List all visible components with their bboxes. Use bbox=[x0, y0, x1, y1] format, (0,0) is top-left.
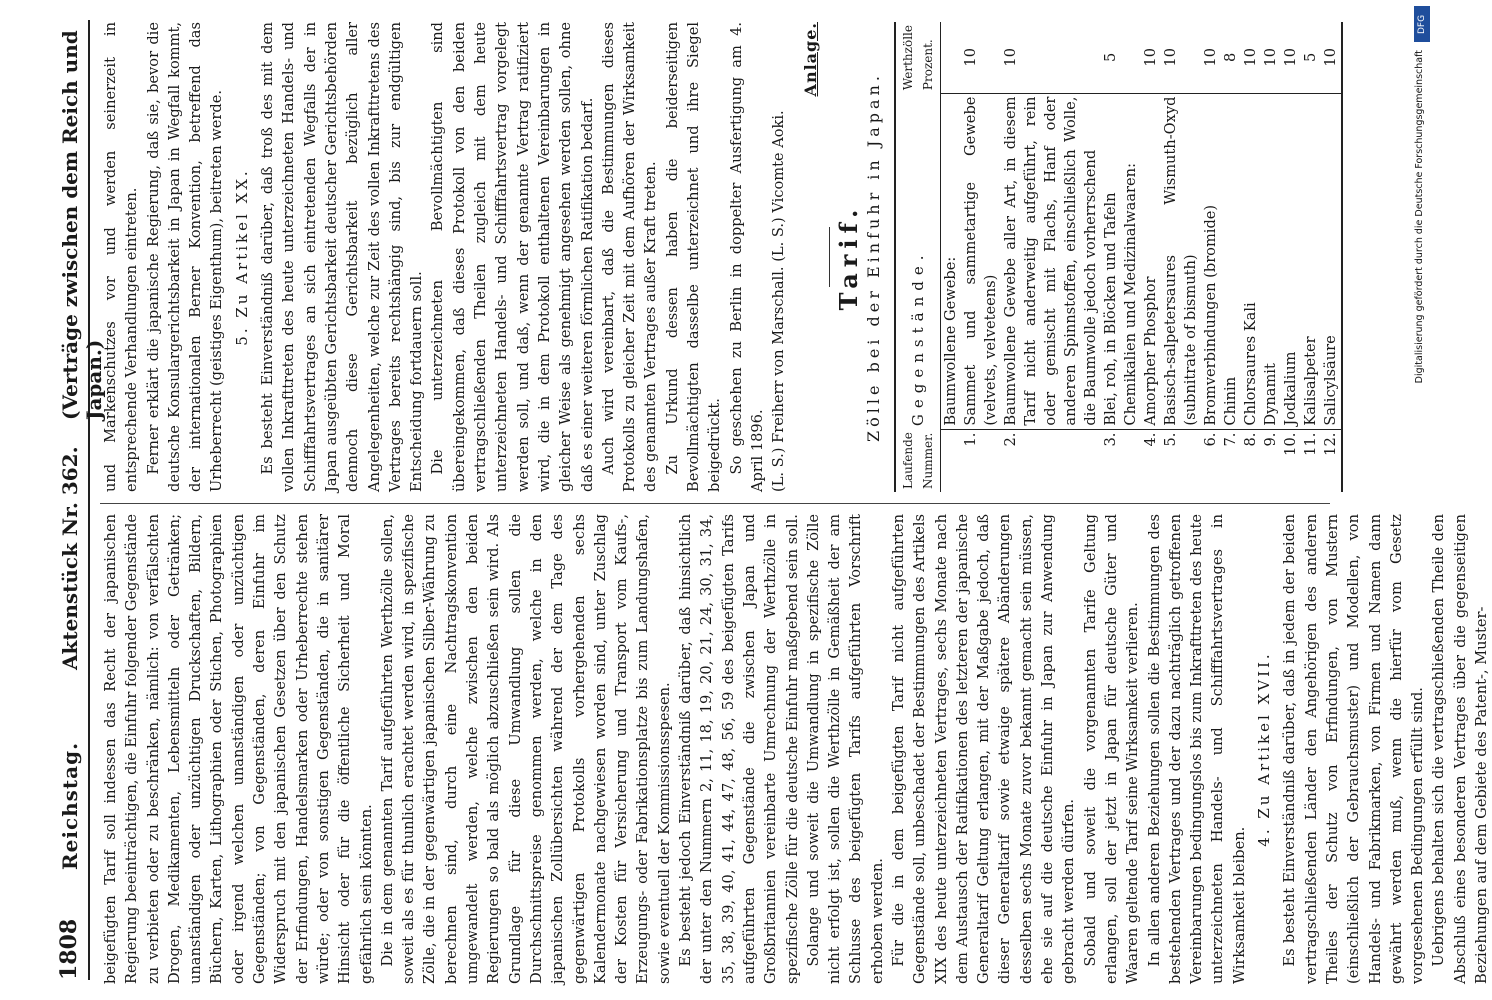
tariff-subtitle: Zölle bei der Einfuhr in Japan. bbox=[864, 72, 884, 442]
cell-pct: 10 bbox=[1201, 22, 1221, 93]
cell-item: Blei, roh, in Blöcken und Tafeln bbox=[1102, 192, 1120, 426]
paragraph: Ferner erklärt die japanische Regierung, daß sie, bevor die deutsche Konsulargerichtsbarkeit in Japan in Wegfall kommt, der internationalen Berner Konvention, betreffend das Urheberrecht (geistiges Eigenthum), beitreten werde. bbox=[144, 22, 226, 492]
right-column bbox=[100, 22, 1343, 492]
running-header bbox=[52, 20, 106, 980]
header-title-left: Reichstag. bbox=[58, 741, 82, 870]
paragraph: Uebrigens behalten sich die vertragschließenden Theile den Abschluß eines besonderen Vertrages über die gegenseitigen Beziehungen auf dem Gebiete des Patent-, Muster- bbox=[1430, 514, 1490, 984]
cell-item: Chlorsaures Kali bbox=[1242, 302, 1260, 426]
cell-pct: 10 bbox=[1261, 22, 1281, 93]
paragraph: Die in dem genannten Tarif aufgeführten Werthzölle sollen, soweit als es für thunlich erachtet werden wird, in spezifische Zölle, die in der gegenwärtigen japanischen Silber-Währung zu berechnen sind, durch eine Nachtragskonvention umgewandelt werden, welche zwischen den beiden Regierungen so bald als möglich abzuschließen sein wird. Als Grundlage für diese Umwandlung sollen die Durchschnittspreise genommen werden, welche in den japanischen Zollübersichten während der dem Tage des gegenwärtigen Protokolls vorhergehenden sechs Kalendermonate nachgewiesen worden sind, unter Zuschlag der Kosten für Versicherung und Transport vom Kaufs-, Erzeugungs- oder Fabrikationsplatze bis zum Landungshafen, sowie eventuell der Kommissionsspesen. bbox=[378, 514, 673, 984]
cell-item: Baumwollene Gewebe: bbox=[942, 256, 960, 426]
header-title-mid: Aktenstück Nr. 362. bbox=[58, 446, 82, 670]
cell-pct: 10 bbox=[1321, 22, 1342, 93]
paragraph: Zu Urkund dessen haben die beiderseitigen Bevollmächtigten dasselbe unterzeichnet und ihre Siegel beigedrückt. bbox=[663, 22, 724, 492]
cell-item: Basisch-salpetersaures Wismuth-Oxyd (subnitrate of bismuth) bbox=[1162, 96, 1200, 426]
cell-num: 6. bbox=[1201, 429, 1221, 492]
paragraph: Es besteht jedoch Einverständniß darüber, daß hinsichtlich der unter den Nummern 2, 11, 18, 19, 20, 21, 24, 30, 31, 34, 35, 38, 39, 40, 41, 44, 47, 48, 56, 59 des beigefügten Tarifs aufgeführten Gegenstände die zwischen Japan und Großbritannien vereinbarte Umrechnung der Werthzölle in spezifische Zölle für die deutsche Einfuhr maßgebend sein soll. bbox=[677, 514, 801, 984]
cell-pct: 10 bbox=[961, 22, 1001, 93]
digitization-sidebar bbox=[1410, 0, 1434, 1000]
cell-num: 7. bbox=[1221, 429, 1241, 492]
tariff-title: Tarif. bbox=[833, 203, 863, 311]
paragraph: Auch wird vereinbart, daß die Bestimmungen dieses Protokolls zu gleicher Zeit mit dem Aufhören der Wirksamkeit des genannten Vertrages außer Kraft treten. bbox=[599, 22, 660, 492]
dfg-logo: DFG bbox=[1414, 6, 1430, 42]
cell-item: Chemikalien und Medizinalwaaren: bbox=[1122, 163, 1140, 426]
cell-pct: 10 bbox=[1241, 22, 1261, 93]
cell-item: Salicylsäure bbox=[1321, 93, 1342, 429]
cell-pct: 8 bbox=[1221, 22, 1241, 93]
paragraph: Solange und soweit die Umwandlung in spezifische Zölle nicht erfolgt ist, sollen die Werthzölle in Gemäßheit der am Schlusse des beigefügten Tarifs aufgeführten Vorschrift erhoben werden. bbox=[804, 514, 886, 984]
column-header-duty-unit: Prozent. bbox=[921, 39, 936, 91]
cell-item: Kalisalpeter bbox=[1302, 336, 1320, 426]
paragraph: Es besteht Einverständniß darüber, daß troß des mit dem vollen Inkrafttreten des heute unterzeichneten Handels- und Schifffahrtsvertrages an sich eintretenden Wegfalls der in Japan ausgeübten Gerichtsbarkeit deutscher Gerichtsbehörden dennoch diese Gerichtsbarkeit bezüglich aller Angelegenheiten, welche zur Zeit des vollen Inkrafttretens des Vertrages bereits rechtshängig sind, bis zur endgültigen Entscheidung fortdauern soll. bbox=[259, 22, 426, 492]
cell-pct bbox=[1121, 22, 1141, 93]
cell-pct: 10 bbox=[1001, 22, 1101, 93]
signature-line: (L. S.) Freiherr von Marschall. (L. S.) Vicomte Aoki. bbox=[770, 110, 788, 492]
left-column bbox=[100, 514, 1492, 984]
table-row bbox=[1101, 22, 1121, 492]
cell-pct: 10 bbox=[1281, 22, 1301, 93]
column-header-duty-label: Werthzölle bbox=[901, 25, 916, 91]
paragraph: So geschehen zu Berlin in doppelter Ausfertigung am 4. April 1896. bbox=[727, 22, 766, 492]
cell-num: 10. bbox=[1281, 429, 1301, 492]
cell-num: 2. bbox=[1001, 429, 1101, 492]
cell-item: Jodkalium bbox=[1282, 351, 1300, 426]
cell-item: Baumwollene Gewebe aller Art, in diesem Tarif nicht anderweitig aufgeführt, rein oder gemischt mit Flachs, Hanf oder anderen Spinnstoffen, einschließlich Wolle, die Baumwolle jedoch vorherrschend bbox=[1002, 96, 1100, 426]
paragraph: Es besteht Einverständniß darüber, daß in jedem der beiden vertragschließenden Länder den Angehörigen des anderen Theiles der Schutz von Erfindungen, von Mustern (einschließlich der Gebrauchsmuster) und Modellen, von Handels- und Fabrikmarken, von Firmen und Namen dann gewährt werden muß, wenn die hierfür vom Gesetz vorgesehenen Bedingungen erfüllt sind. bbox=[1281, 514, 1427, 984]
table-row bbox=[1241, 22, 1261, 492]
section-heading: 4. Zu Artikel XVII. bbox=[1255, 651, 1274, 847]
cell-num: 4. bbox=[1141, 429, 1161, 492]
table-row bbox=[1261, 22, 1281, 492]
paragraph: beigefügten Tarif soll indessen das Recht der japanischen Regierung beeinträchtigen, die Einfuhr folgender Gegenstände zu verbieten oder zu beschränken, nämlich: von verfälschten Drogen, Medikamenten, Lebensmitteln oder Getränken; unanständigen oder unzüchtigen Druckschaften, Bildern, Büchern, Karten, Lithographien oder Stichen, Photographien oder irgend welchen unanständigen oder unzüchtigen Gegenständen; von Gegenständen, deren Einfuhr im Widerspruch mit den japanischen Gesetzen über den Schutz der Erfindungen, Handelsmarken oder Urheberrechte stehen würde; oder von sonstigen Gegenständen, die in sanitärer Hinsicht oder für die öffentliche Sicherheit und Moral gefährlich sein könnten. bbox=[102, 514, 375, 984]
table-row bbox=[1221, 22, 1241, 492]
table-row bbox=[1321, 22, 1342, 492]
tariff-rows bbox=[941, 22, 1343, 492]
column-divider bbox=[100, 503, 1330, 504]
cell-pct bbox=[941, 22, 962, 93]
funding-credit: Digitalisierung gefördert durch die Deutsche Forschungsgemeinschaft bbox=[1414, 50, 1425, 384]
cell-num: 5. bbox=[1161, 429, 1201, 492]
cell-item: Sammet und sammetartige Gewebe (velvets, velveteens) bbox=[962, 96, 1000, 426]
paragraph: und Markenschutzes vor und werden seinerzeit in entsprechende Verhandlungen eintreten. bbox=[102, 22, 141, 492]
cell-pct: 10 bbox=[1141, 22, 1161, 93]
rule bbox=[829, 227, 830, 287]
cell-item: Bromverbindungen (bromide) bbox=[1202, 204, 1220, 426]
header-title-right: (Verträge zwischen dem Reich und Japan.) bbox=[58, 30, 106, 420]
column-header-duty bbox=[895, 22, 941, 93]
cell-pct: 5 bbox=[1301, 22, 1321, 93]
cell-pct: 5 bbox=[1101, 22, 1121, 93]
paragraph: Die unterzeichneten Bevollmächtigten sind übereingekommen, daß dieses Protokoll von den beiden vertragschließenden Theilen zugleich mit dem heute unterzeichneten Handels- und Schifffahrtsvertrag vorgelegt werden soll, und daß, wenn der genannte Vertrag ratifiziert wird, die in dem Protokoll enthaltenen Vereinbarungen in gleicher Weise als genehmigt angesehen werden sollen, ohne daß es einer weiteren förmlichen Ratifikation bedarf. bbox=[429, 22, 596, 492]
cell-item: Dynamit bbox=[1262, 363, 1280, 426]
cell-num: 12. bbox=[1321, 429, 1342, 492]
table-row bbox=[1281, 22, 1301, 492]
cell-item: Amorpher Phosphor bbox=[1142, 276, 1160, 426]
cell-num bbox=[941, 429, 962, 492]
column-header-number: Laufende Nummer. bbox=[895, 429, 941, 492]
cell-num: 3. bbox=[1101, 429, 1121, 492]
cell-num: 9. bbox=[1261, 429, 1281, 492]
paragraph: In allen anderen Beziehungen sollen die Bestimmungen des bestehenden Vertrages und der dazu nachträglich getroffenen Vereinbarungen bedingungslos bis zum Inkrafttreten des heute unterzeichneten Handels- und Schifffahrtsvertrages in Wirksamkeit bleiben. bbox=[1145, 514, 1248, 984]
table-row bbox=[941, 22, 962, 492]
cell-num: 1. bbox=[961, 429, 1001, 492]
paragraph: Sobald und soweit die vorgenannten Tarife Geltung erlangen, soll der jetzt in Japan für deutsche Güter und Waaren geltende Tarif seine Wirksamkeit verlieren. bbox=[1081, 514, 1142, 984]
tariff-table bbox=[894, 22, 1343, 492]
cell-pct: 10 bbox=[1161, 22, 1201, 93]
annex-heading: Anlage. bbox=[800, 22, 820, 97]
table-row bbox=[1001, 22, 1101, 492]
cell-num bbox=[1121, 429, 1141, 492]
cell-num: 11. bbox=[1301, 429, 1321, 492]
cell-item: Chinin bbox=[1222, 376, 1240, 426]
table-row bbox=[1201, 22, 1221, 492]
section-heading: 5. Zu Artikel XX. bbox=[232, 168, 251, 346]
page-number: 1808 bbox=[56, 918, 82, 980]
table-row bbox=[1301, 22, 1321, 492]
paragraph: Für die in dem beigefügten Tarif nicht aufgeführten Gegenstände soll, unbeschadet der Bestimmungen des Artikels XIX des heute unterzeichneten Vertrages, sechs Monate nach dem Austausch der Ratifikationen des letzteren der japanische Generaltarif Geltung erlangen, mit der Maßgabe jedoch, daß dieser Generaltarif sowie etwaige spätere Abänderungen desselben sechs Monate zuvor bekannt gemacht sein müssen, ehe sie auf die deutsche Einfuhr in Japan zur Anwendung gebracht werden dürfen. bbox=[889, 514, 1078, 984]
table-row bbox=[1161, 22, 1201, 492]
table-row bbox=[1121, 22, 1141, 492]
cell-num: 8. bbox=[1241, 429, 1261, 492]
table-row bbox=[1141, 22, 1161, 492]
table-row bbox=[961, 22, 1001, 492]
column-header-items: Gegenstände. bbox=[895, 93, 941, 429]
